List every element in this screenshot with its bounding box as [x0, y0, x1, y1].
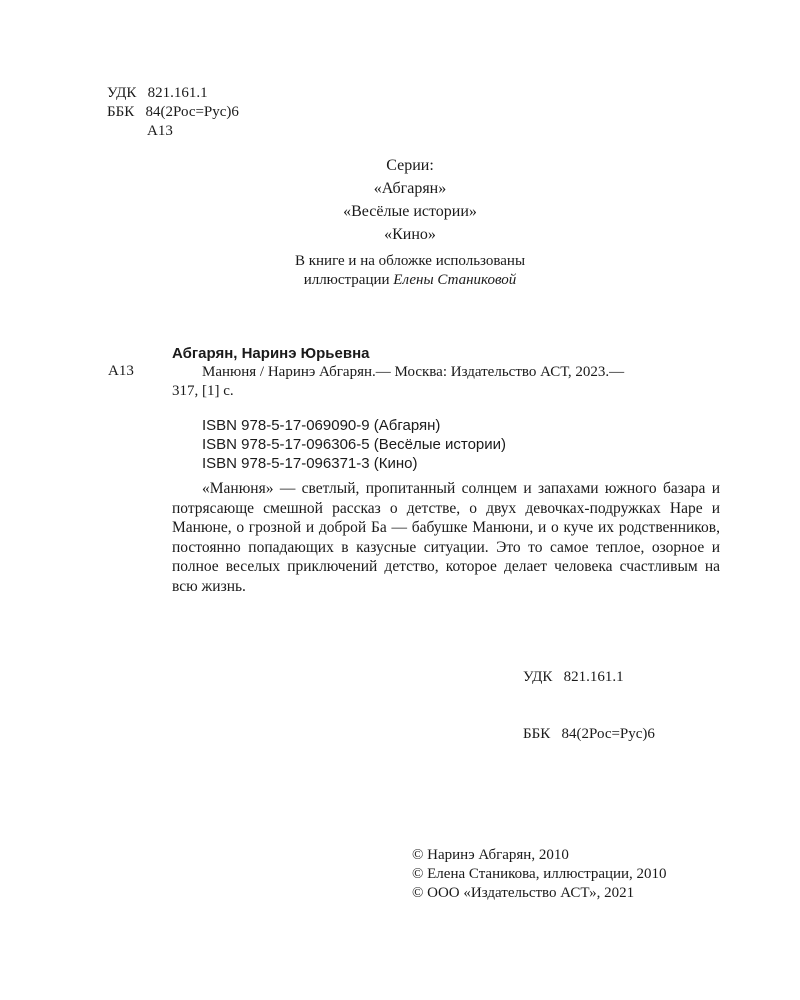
- illustrations-line1: В книге и на обложке использованы: [294, 253, 526, 269]
- header-classification-codes: [107, 84, 239, 141]
- description-line: Манюня / Наринэ Абгарян.— Москва: Издательство АСТ, 2023.—: [202, 364, 625, 380]
- bbk-code: ББК 84(2Рос=Рус)6: [107, 104, 239, 120]
- series-block: [0, 154, 800, 246]
- isbn-entry: ISBN 978-5-17-096371-3 (Кино): [202, 455, 418, 472]
- isbn-list: [172, 416, 722, 473]
- copyright-block: [412, 846, 667, 903]
- illustrations-line2: [0, 271, 800, 290]
- series-item: «Кино»: [384, 226, 436, 243]
- footer-classification-codes: [523, 630, 655, 763]
- bibliographic-record: [172, 344, 722, 473]
- copyright-line: © ООО «Издательство АСТ», 2021: [412, 885, 635, 901]
- description-line: 317, [1] с.: [172, 383, 234, 399]
- copyright-line: © Наринэ Абгарян, 2010: [412, 847, 569, 863]
- copyright-line: © Елена Станикова, иллюстрации, 2010: [412, 866, 667, 882]
- annotation-paragraph: «Манюня» — светлый, пропитанный солнцем и запахами южного базара и потрясающе смешной рассказ о детстве, о двух девочках-подружках Наре и Манюне, о грозной и доброй Ба — бабушке Манюни, и о куче их родственников, постоянно попадающих в казусные ситуации. Это то самое теплое, озорное и полное веселых приключений детство, которое делает человека счастливым на всю жизнь.: [172, 480, 720, 595]
- illustrator-name: Елены Станиковой: [393, 272, 517, 288]
- isbn-entry: ISBN 978-5-17-069090-9 (Абгарян): [202, 417, 441, 434]
- illustrations-credit: [0, 252, 800, 290]
- udk-code: УДК 821.161.1: [107, 85, 208, 101]
- author-heading: Абгарян, Наринэ Юрьевна: [172, 345, 370, 362]
- series-item: «Весёлые истории»: [343, 203, 477, 220]
- side-author-mark: А13: [108, 363, 134, 379]
- series-item: «Абгарян»: [373, 180, 447, 197]
- author-mark: А13: [147, 123, 173, 139]
- udk-code: УДК 821.161.1: [523, 669, 624, 685]
- isbn-entry: ISBN 978-5-17-096306-5 (Весёлые истории): [202, 436, 507, 453]
- illustrations-prefix: иллюстрации: [303, 272, 390, 288]
- series-label: Серии:: [386, 157, 434, 174]
- bbk-code: ББК 84(2Рос=Рус)6: [523, 726, 655, 742]
